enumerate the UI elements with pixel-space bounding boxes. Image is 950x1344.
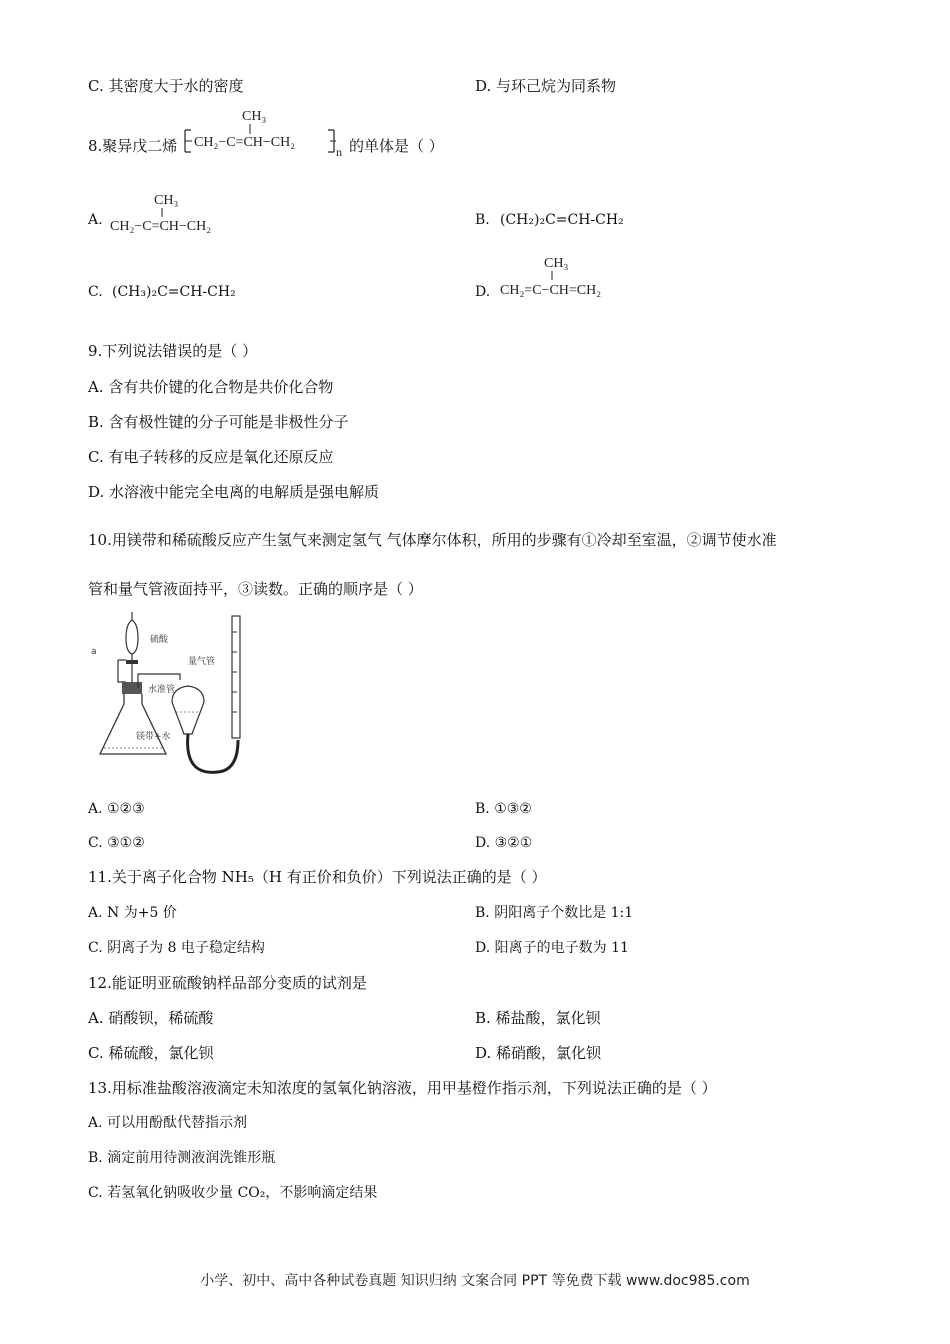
gas-burette	[232, 616, 240, 738]
q7-option-d: D. 与环己烷为同系物	[475, 77, 617, 95]
q12-option-c: C. 稀硫酸，氯化钡	[88, 1044, 214, 1062]
q8-option-b-label: B.	[475, 212, 490, 228]
figure-label-gas-tube: 量气管	[188, 657, 216, 667]
q9-option-a: A. 含有共价键的化合物是共价化合物	[88, 378, 334, 396]
q12-option-b: B. 稀盐酸，氯化钡	[475, 1009, 601, 1027]
q8-prefix: 8.聚异戊二烯	[88, 137, 178, 155]
leveling-funnel	[172, 686, 204, 734]
conical-flask	[100, 694, 166, 754]
q8-option-d-formula	[496, 252, 656, 300]
stopper	[122, 682, 142, 694]
q10-option-c: C. ③①②	[88, 835, 145, 851]
q9-option-b: B. 含有极性键的分子可能是非极性分子	[88, 413, 349, 431]
q10-apparatus-figure	[88, 612, 258, 777]
q7-option-c: C. 其密度大于水的密度	[88, 77, 244, 95]
q13-stem: 13.用标准盐酸溶液滴定未知浓度的氢氧化钠溶液，用甲基橙作指示剂，下列说法正确的是（ ）	[88, 1079, 717, 1097]
polymer-chain: CH₂−C=CH−CH₂	[194, 135, 296, 150]
q11-option-a: A. N 为+5 价	[88, 905, 177, 921]
option-d-chain: CH₂=C−CH=CH₂	[500, 283, 602, 298]
q9-option-c: C. 有电子转移的反应是氧化还原反应	[88, 448, 334, 466]
q13-option-c: C. 若氢氧化钠吸收少量 CO₂，不影响滴定结果	[88, 1185, 378, 1201]
q10-stem-line1: 10.用镁带和稀硫酸反应产生氢气来测定氢气 气体摩尔体积，所用的步骤有①冷却至室温，②调节使水准	[88, 531, 777, 549]
q13-option-a: A. 可以用酚酞代替指示剂	[88, 1115, 248, 1131]
q8-option-c: (CH₃)₂C=CH-CH₂	[112, 284, 236, 300]
q11-stem: 11.关于离子化合物 NH₅（H 有正价和负价）下列说法正确的是（ ）	[88, 868, 547, 886]
q12-stem: 12.能证明亚硫酸钠样品部分变质的试剂是	[88, 974, 367, 992]
page-footer: 小学、初中、高中各种试卷真题 知识归纳 文案合同 PPT 等免费下载 www.doc985.com	[200, 1273, 750, 1289]
q8-polymer-formula	[182, 106, 347, 162]
polymer-n: n	[336, 145, 342, 159]
figure-label-acid: 硫酸	[150, 635, 169, 645]
separatory-funnel	[126, 620, 138, 654]
rubber-tube	[188, 734, 238, 772]
q8-option-a-formula	[108, 190, 258, 238]
q11-option-d: D. 阳离子的电子数为 11	[475, 940, 629, 956]
q11-option-c: C. 阴离子为 8 电子稳定结构	[88, 940, 265, 956]
q11-option-b: B. 阴阳离子个数比是 1:1	[475, 905, 634, 921]
q9-option-d: D. 水溶液中能完全电离的电解质是强电解质	[88, 483, 380, 501]
q10-option-b: B. ①③②	[475, 801, 532, 817]
polymer-methyl: CH₃	[242, 109, 267, 124]
figure-label-a: a	[91, 647, 97, 657]
q8-option-c-label: C.	[88, 284, 103, 300]
q12-option-d: D. 稀硝酸，氯化钡	[475, 1044, 602, 1062]
option-a-chain: CH₂−C=CH−CH₂	[110, 219, 212, 234]
q8-suffix: 的单体是（ ）	[349, 137, 444, 155]
figure-label-mg: 镁带+水	[136, 732, 171, 742]
q8-option-b: (CH₂)₂C=CH-CH₂	[500, 212, 624, 228]
figure-label-level-tube: 水准管	[148, 685, 176, 695]
q13-option-b: B. 滴定前用待测液润洗锥形瓶	[88, 1150, 276, 1166]
q10-option-a: A. ①②③	[88, 801, 145, 817]
q10-option-d: D. ③②①	[475, 835, 533, 851]
q8-option-d-label: D.	[475, 284, 491, 300]
q8-option-a-label: A.	[88, 212, 103, 228]
q10-stem-line2: 管和量气管液面持平，③读数。正确的顺序是（ ）	[88, 580, 423, 598]
q12-option-a: A. 硝酸钡，稀硫酸	[88, 1009, 214, 1027]
q9-stem: 9.下列说法错误的是（ ）	[88, 342, 258, 360]
option-a-methyl: CH₃	[154, 193, 179, 208]
option-d-methyl: CH₃	[544, 256, 569, 271]
